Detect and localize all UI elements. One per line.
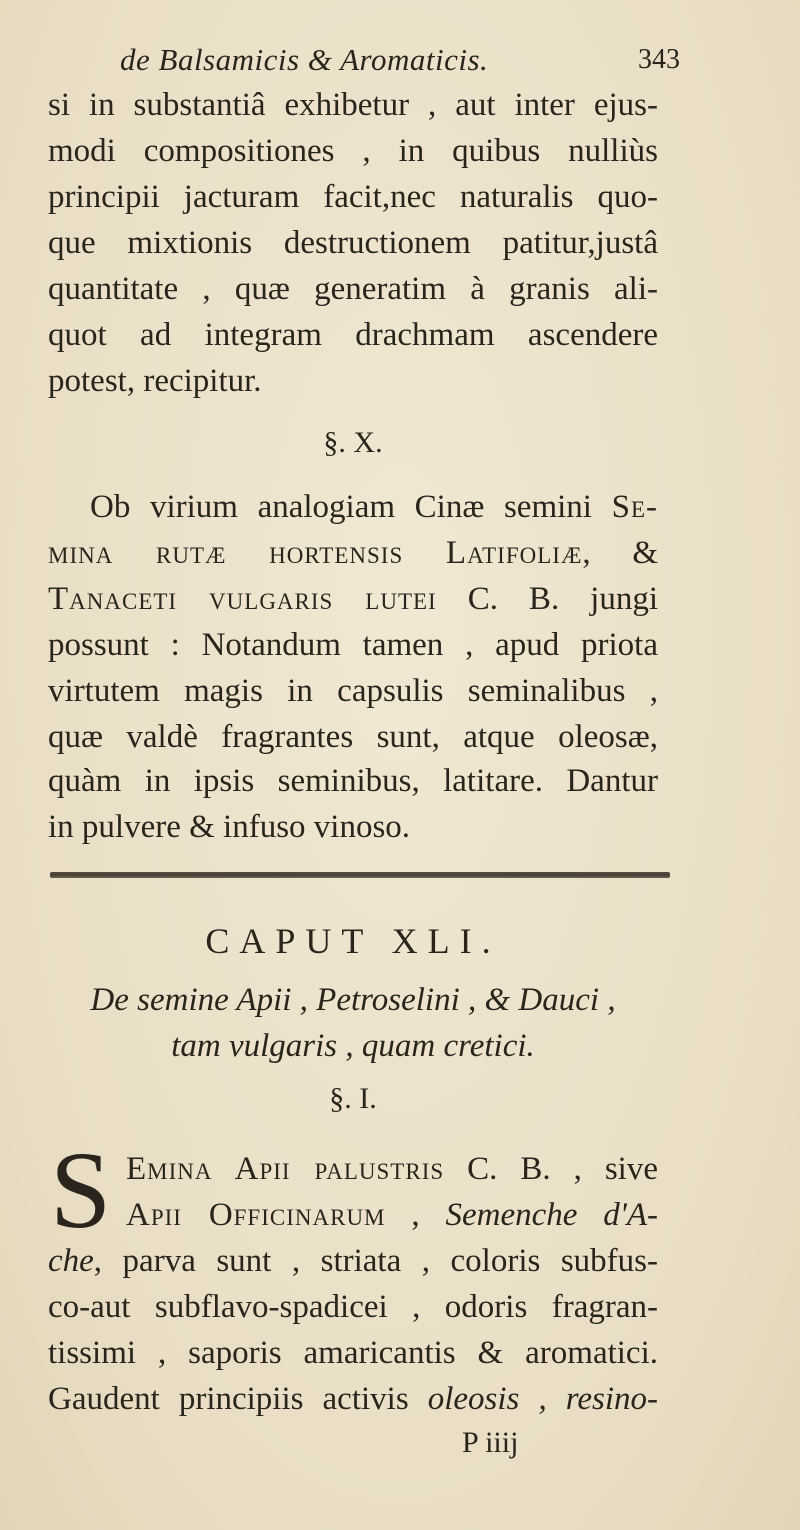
running-title: de Balsamicis & Aromaticis. (120, 42, 489, 77)
divider-rule (50, 872, 670, 878)
text-line (48, 1380, 658, 1418)
section-heading-i: §. I. (329, 1082, 377, 1115)
text-span: C. B. jungi (436, 581, 658, 617)
text-line (126, 1150, 658, 1188)
italic-span: Semenche d'A- (445, 1197, 659, 1233)
italic-span: oleosis , resino- (427, 1381, 659, 1417)
text-span: , parva sunt , striata , coloris subfus- (93, 1243, 658, 1279)
text-span: , (385, 1197, 446, 1233)
italic-span: che (48, 1243, 94, 1279)
text-line (90, 488, 658, 526)
text-line (48, 1242, 658, 1280)
page-header (120, 42, 680, 82)
text-span: Gaudent principiis activis (48, 1381, 428, 1417)
text-line: quàm in ipsis seminibus, latitare. Dantur (48, 763, 658, 799)
text-line: principii jacturam facit,nec naturalis quo- (48, 179, 658, 215)
text-line: que mixtionis destructionem patitur,justâ (48, 225, 658, 261)
text-line: modi compositiones , in quibus nulliùs (48, 133, 658, 169)
page-number: 343 (638, 44, 680, 75)
section-heading-x: §. X. (323, 426, 383, 459)
text-line: in pulvere & infuso vinoso. (48, 809, 411, 845)
text-line: si in substantiâ exhibetur , aut inter ejus- (48, 87, 658, 123)
text-line: quæ valdè fragrantes sunt, atque oleosæ, (48, 719, 658, 755)
text-line: possunt : Notandum tamen , apud priota (48, 627, 658, 663)
text-line: virtutem magis in capsulis seminalibus , (48, 673, 658, 709)
small-caps-span: Emina Apii palustris (126, 1151, 445, 1187)
small-caps-span: Tanaceti vulgaris lutei (48, 581, 437, 617)
text-span: Ob virium analogiam Cinæ semini (90, 489, 612, 525)
chapter-subtitle-line-2: tam vulgaris , quam cretici. (171, 1028, 535, 1064)
text-span: C. B. , sive (444, 1151, 658, 1187)
chapter-subtitle-line-1: De semine Apii , Petroselini , & Dauci , (90, 982, 616, 1018)
text-line: co-aut subflavo-spadicei , odoris fragran- (48, 1289, 658, 1325)
text-line: potest, recipitur. (48, 363, 262, 399)
chapter-title: CAPUT XLI. (205, 921, 501, 961)
text-line: quot ad integram drachmam ascendere (48, 317, 658, 353)
small-caps-span: Apii Officinarum (126, 1197, 386, 1233)
text-line (48, 580, 658, 618)
drop-cap: S (50, 1129, 112, 1251)
text-line: quantitate , quæ generatim à granis ali- (48, 271, 658, 307)
small-caps-span: Se- (611, 489, 658, 525)
text-line: tissimi , saporis amaricantis & aromatici. (48, 1335, 658, 1371)
text-line (126, 1196, 658, 1234)
text-line (48, 534, 658, 572)
signature-mark: P iiij (462, 1426, 519, 1459)
small-caps-span: mina rutæ hortensis Latifoliæ (48, 535, 583, 571)
text-span: , & (582, 535, 658, 571)
